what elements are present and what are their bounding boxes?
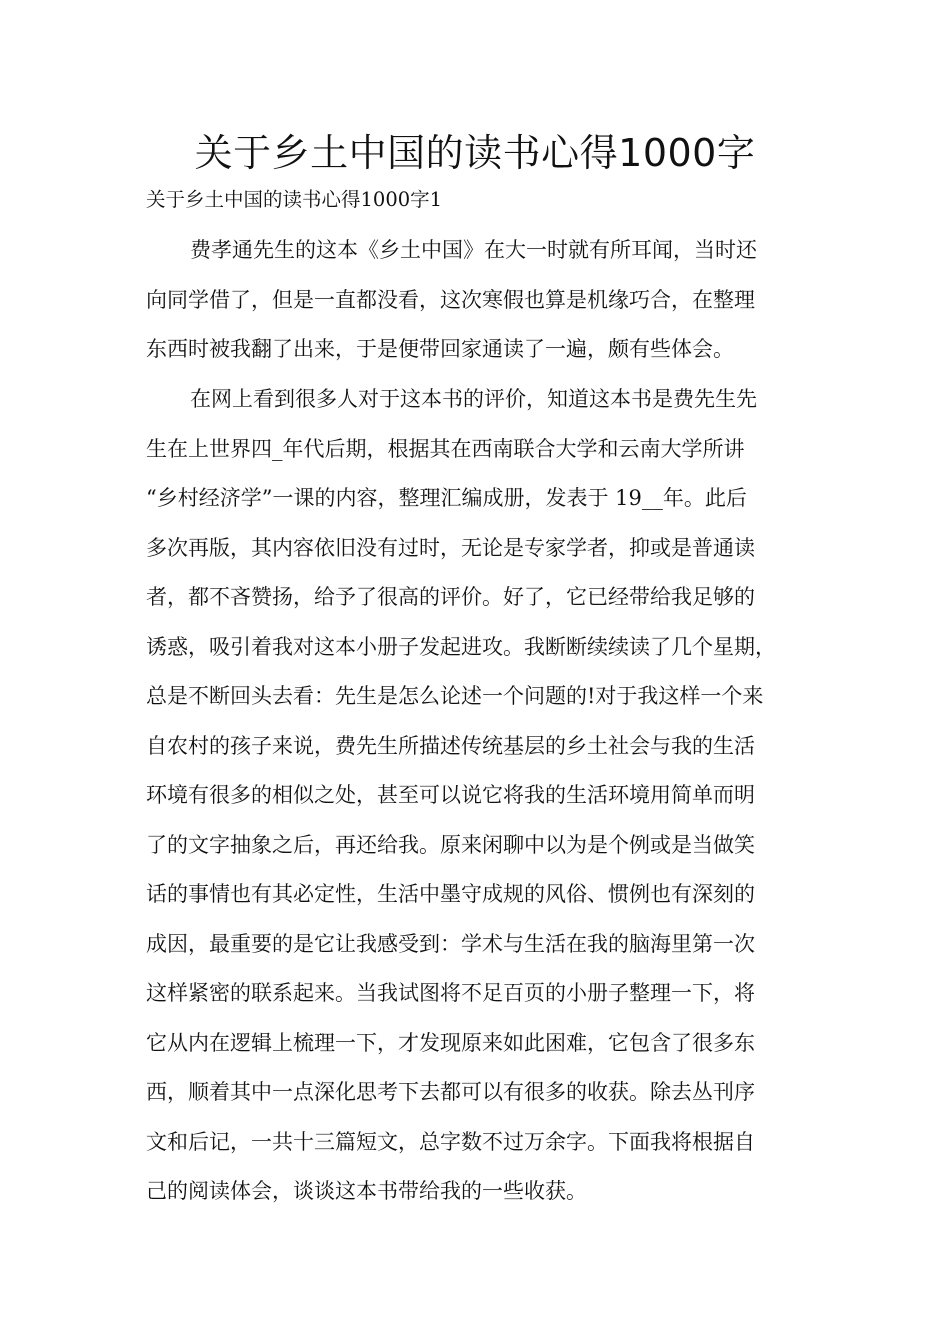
paragraph-line: 西，顺着其中一点深化思考下去都可以有很多的收获。除去丛刊序 <box>146 1080 755 1104</box>
paragraph-line: “乡村经济学”一课的内容，整理汇编成册，发表于 19__年。此后 <box>146 486 747 510</box>
paragraph-line: 诱惑，吸引着我对这本小册子发起进攻。我断断续续读了几个星期， <box>146 634 776 659</box>
paragraph-line: 者，都不吝赞扬，给予了很高的评价。好了，它已经带给我足够的 <box>146 585 755 609</box>
paragraph-line: 自农村的孩子来说，费先生所描述传统基层的乡土社会与我的生活 <box>146 733 755 758</box>
paragraph-line: 了的文字抽象之后，再还给我。原来闲聊中以为是个例或是当做笑 <box>146 832 755 857</box>
paragraph-line: 在网上看到很多人对于这本书的评价，知道这本书是费先生先 <box>190 387 757 411</box>
paragraph-line: 文和后记，一共十三篇短文，总字数不过万余字。下面我将根据自 <box>146 1129 755 1154</box>
paragraph-line: 己的阅读体会，谈谈这本书带给我的一些收获。 <box>146 1179 587 1203</box>
paragraph-2 <box>146 375 806 1217</box>
paragraph-line: 环境有很多的相似之处，甚至可以说它将我的生活环境用简单而明 <box>146 783 755 807</box>
paragraph-line: 东西时被我翻了出来，于是便带回家通读了一遍，颇有些体会。 <box>146 337 734 361</box>
paragraph-1 <box>146 226 806 375</box>
paragraph-line: 它从内在逻辑上梳理一下，才发现原来如此困难，它包含了很多东 <box>146 1030 755 1055</box>
document-subtitle: 关于乡土中国的读书心得1000字1 <box>146 188 443 211</box>
paragraph-line: 向同学借了，但是一直都没看，这次寒假也算是机缘巧合，在整理 <box>146 287 755 312</box>
paragraph-line: 这样紧密的联系起来。当我试图将不足百页的小册子整理一下，将 <box>146 981 755 1005</box>
paragraph-line: 生在上世界四_年代后期，根据其在西南联合大学和云南大学所讲 <box>146 436 745 461</box>
paragraph-line: 话的事情也有其必定性，生活中墨守成规的风俗、惯例也有深刻的 <box>146 882 755 906</box>
paragraph-line: 费孝通先生的这本《乡土中国》在大一时就有所耳闻，当时还 <box>190 238 757 262</box>
paragraph-line: 成因，最重要的是它让我感受到：学术与生活在我的脑海里第一次 <box>146 931 755 956</box>
document-title: 关于乡土中国的读书心得1000字 <box>194 131 756 175</box>
paragraph-line: 多次再版，其内容依旧没有过时，无论是专家学者，抑或是普通读 <box>146 535 755 560</box>
paragraph-line: 总是不断回头去看：先生是怎么论述一个问题的!对于我这样一个来 <box>146 684 764 708</box>
